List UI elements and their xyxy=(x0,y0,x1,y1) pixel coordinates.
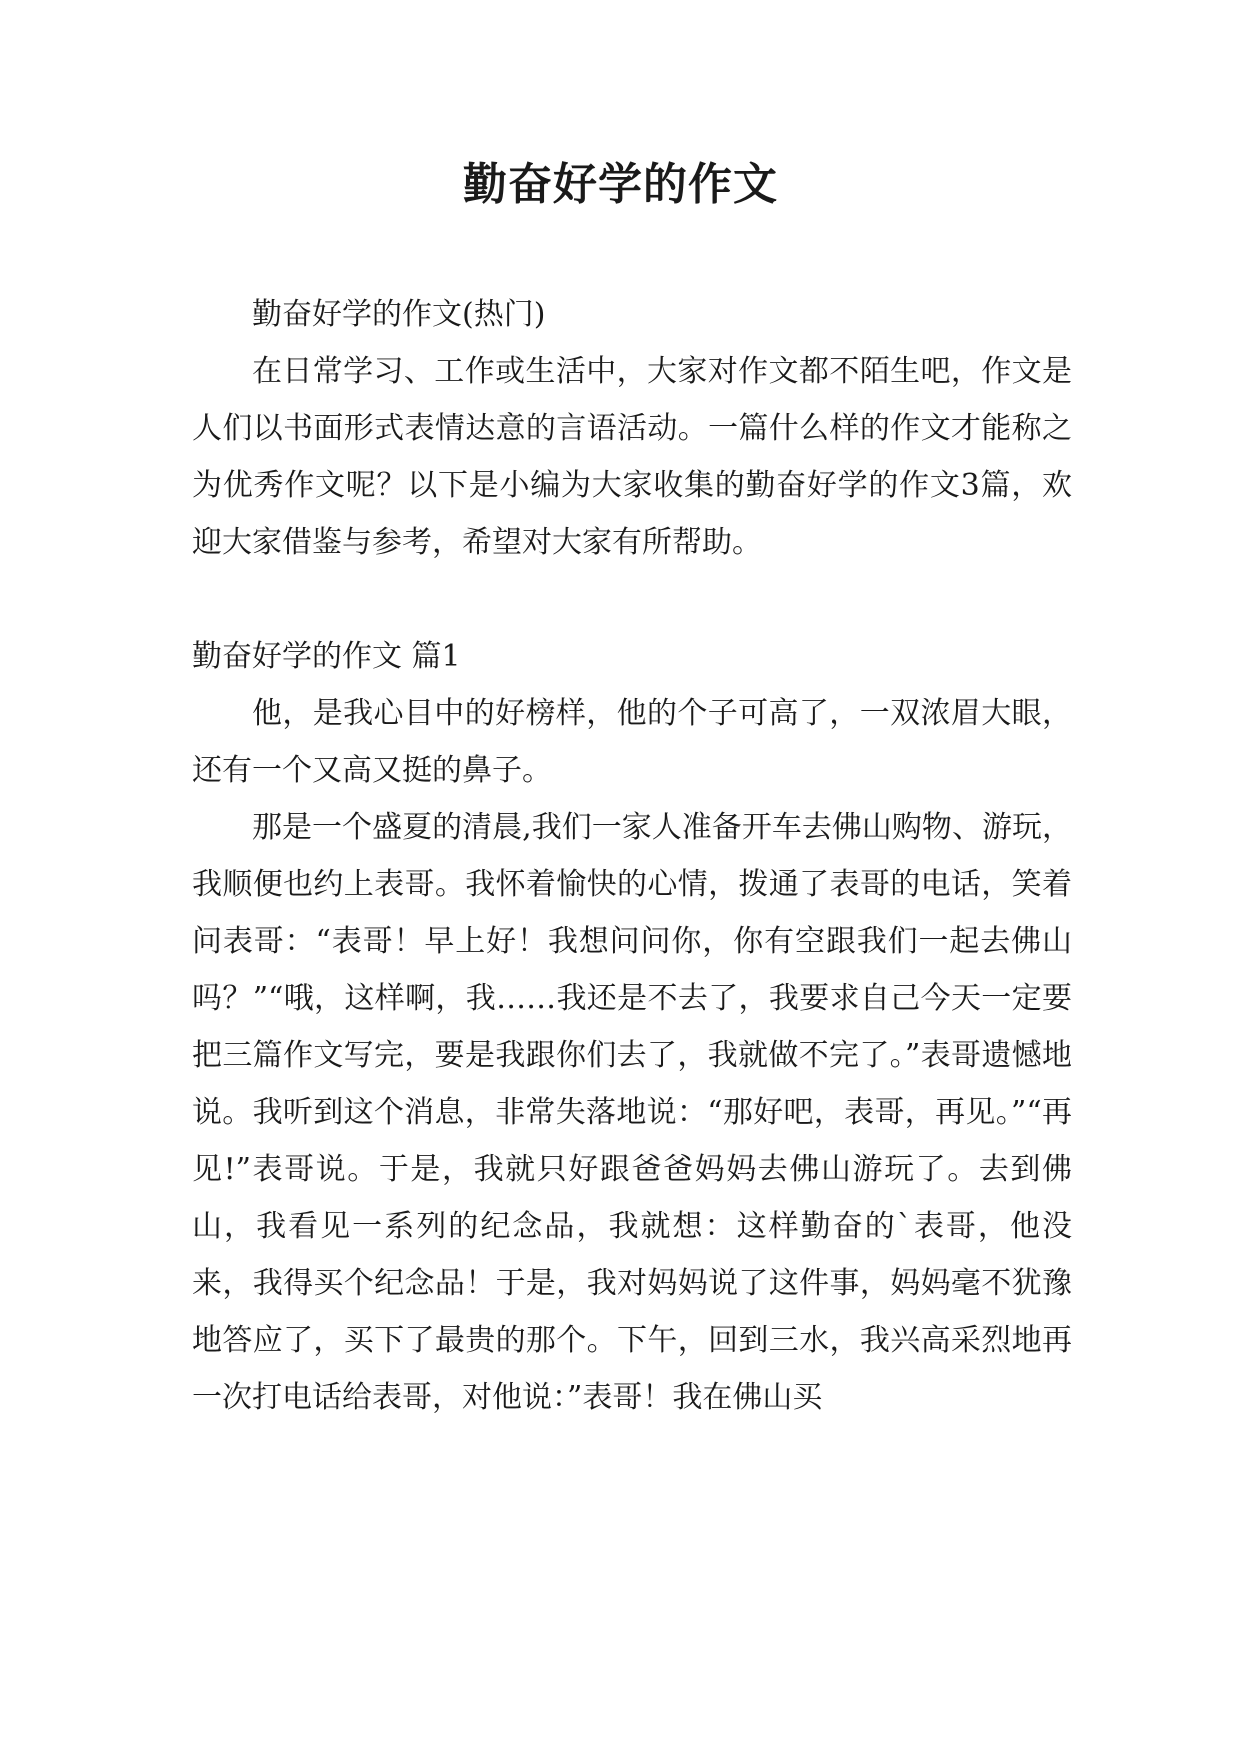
intro-paragraph: 在日常学习、工作或生活中，大家对作文都不陌生吧，作文是人们以书面形式表情达意的言语活动。一篇什么样的作文才能称之为优秀作文呢？以下是小编为大家收集的勤奋好学的作文3篇，欢迎大家借鉴与参考，希望对大家有所帮助。 xyxy=(192,354,1072,560)
document-subtitle: 勤奋好学的作文(热门) xyxy=(252,297,546,332)
body-paragraph: 那是一个盛夏的清晨,我们一家人准备开车去佛山购物、游玩，我顺便也约上表哥。我怀着愉快的心情，拨通了表哥的电话，笑着问表哥：“表哥！早上好！我想问问你，你有空跟我们一起去佛山吗？”“哦，这样啊，我……我还是不去了，我要求自己今天一定要把三篇作文写完，要是我跟你们去了，我就做不完了。”表哥遗憾地说。我听到这个消息，非常失落地说：“那好吧，表哥，再见。”“再见!”表哥说。于是，我就只好跟爸爸妈妈去佛山游玩了。去到佛山，我看见一系列的纪念品，我就想：这样勤奋的`表哥，他没来，我得买个纪念品！于是，我对妈妈说了这件事，妈妈毫不犹豫地答应了，买下了最贵的那个。下午，回到三水，我兴高采烈地再一次打电话给表哥，对他说：”表哥！我在佛山买 xyxy=(192,810,1072,1415)
section-heading: 勤奋好学的作文 篇1 xyxy=(192,639,461,674)
document-body xyxy=(192,286,1072,1426)
document-title: 勤奋好学的作文 xyxy=(463,159,778,210)
body-paragraph: 他，是我心目中的好榜样，他的个子可高了，一双浓眉大眼，还有一个又高又挺的鼻子。 xyxy=(192,696,1072,788)
